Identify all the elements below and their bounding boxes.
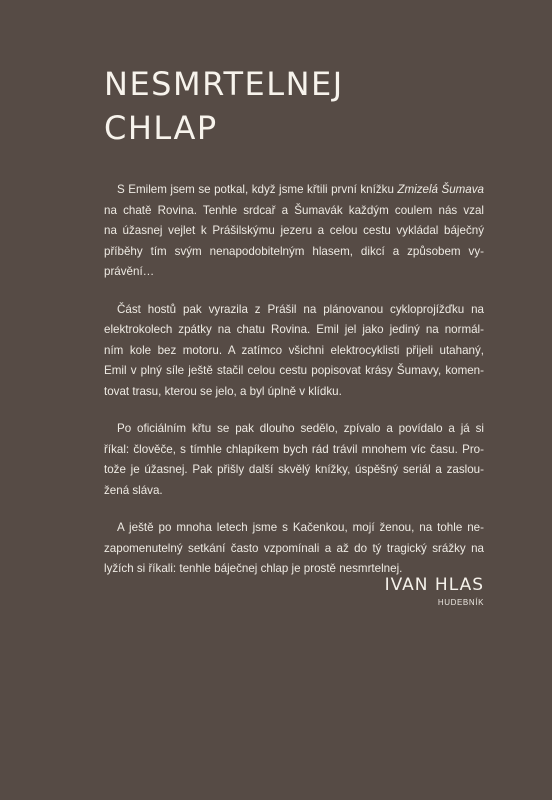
- page-title: [104, 62, 484, 150]
- author-name: IVAN HLAS: [384, 575, 484, 595]
- text-line: elektrokolech zpátky na chatu Rovina. Emil jel jako jediný na normál-: [104, 323, 484, 336]
- paragraph: [104, 180, 484, 283]
- text-line: na chatě Rovina. Tenhle srdcař a Šumavák každým coulem nás vzal: [104, 203, 484, 217]
- title-line: CHLAP: [104, 109, 218, 147]
- signature: [385, 574, 484, 607]
- text-segment: S Emilem jsem se potkal, když jsme křtili první knížku: [117, 183, 398, 196]
- paragraph: [104, 300, 484, 403]
- text-line: Po oficiálním křtu se pak dlouho sedělo, zpívalo a povídalo a já si: [117, 422, 484, 435]
- body-text: [104, 180, 484, 597]
- text-line: lyžích si říkali: tenhle báječnej chlap je prostě nesmrtelnej.: [104, 562, 403, 575]
- text-line: právění…: [104, 265, 155, 278]
- text-line: tovat trasu, kterou se jelo, a byl úplně v klídku.: [104, 384, 342, 398]
- text-line: říkal: člověče, s tímhle chlapíkem bych rád trávil mnohem víc času. Pro-: [104, 442, 484, 456]
- text-line: A ještě po mnoha letech jsme s Kačenkou, mojí ženou, na tohle ne-: [117, 521, 484, 534]
- title-line: NESMRTELNEJ: [104, 65, 344, 103]
- text-line: ním kole bez motoru. A zatímco všichni elektrocyklisti přijeli utahaný,: [104, 343, 484, 357]
- book-title: Zmizelá Šumava: [397, 183, 484, 196]
- paragraph: [104, 419, 484, 501]
- author-role: HUDEBNÍK: [437, 598, 484, 607]
- text-line: žená sláva.: [104, 483, 163, 497]
- text-line: [104, 180, 484, 201]
- text-line: zapomenutelný setkání často vzpomínali a až do tý tragický srážky na: [104, 541, 484, 555]
- paragraph: [104, 518, 484, 580]
- text-line: tože je úžasnej. Pak přišly další skvělý knížky, úspěšný seriál a zaslou-: [104, 463, 484, 476]
- text-line: příběhy tím svým nenapodobitelným hlasem, dikcí a způsobem vy-: [104, 244, 484, 258]
- text-line: na úžasnej vejlet k Prášilskýmu jezeru a celou cestu vykládal báječný: [104, 224, 484, 237]
- text-line: Část hostů pak vyrazila z Prášil na plánovanou cykloprojížďku na: [117, 302, 484, 316]
- text-line: Emil v plný síle ještě stačil celou cestu popisovat krásy Šumavy, komen-: [104, 364, 484, 377]
